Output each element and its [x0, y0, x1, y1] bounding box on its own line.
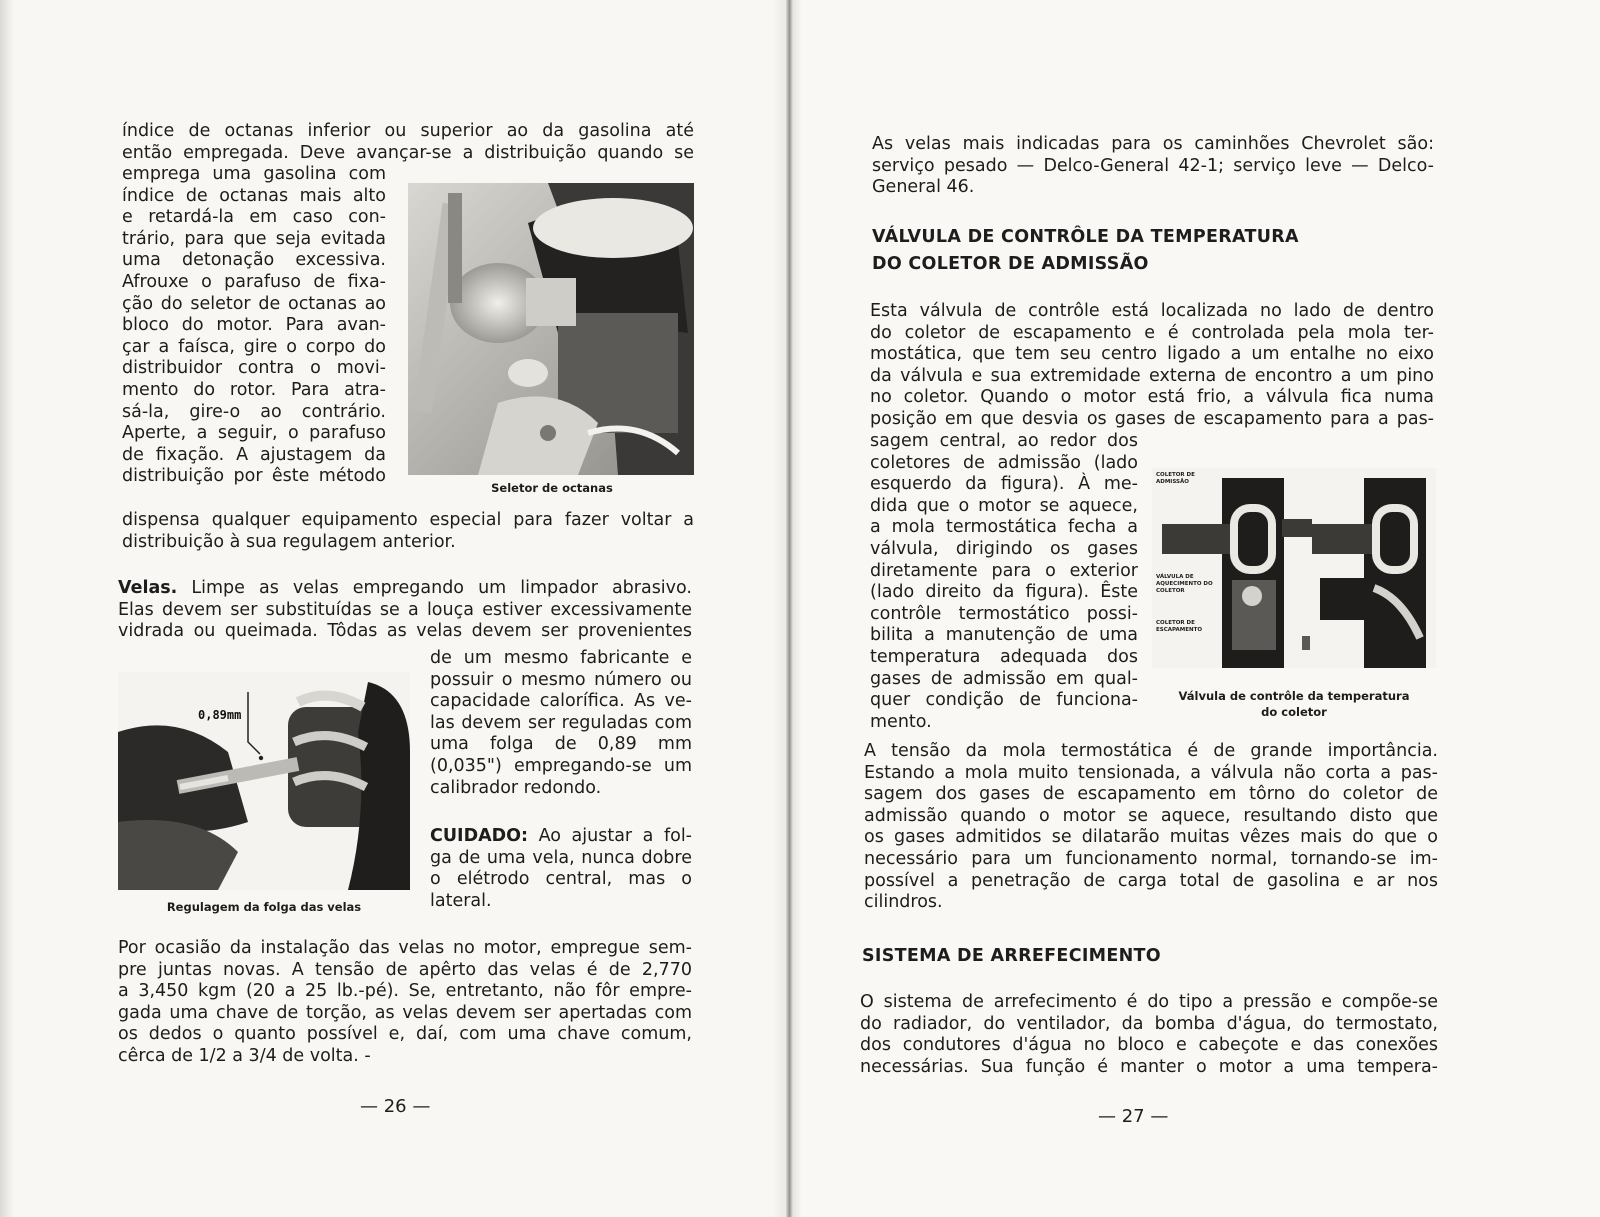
spring-tension-paragraph: [864, 741, 1438, 914]
valve-paragraph-top: [870, 301, 1434, 431]
text-line: ção do seletor de octanas ao: [122, 293, 386, 314]
text-line: sagem dos gases de escapamento em tôrno do coletor de: [864, 784, 1438, 805]
text-line: cêrca de 1/2 a 3/4 de volta. -: [118, 1045, 371, 1066]
intake-manifold-label: COLETOR DE ADMISSÃO: [1156, 472, 1195, 485]
text-line: mento.: [870, 711, 932, 732]
text-line: distribuição à sua regulagem anterior.: [122, 531, 456, 552]
text-line: pre juntas novas. A tensão de apêrto das velas é de 2,770: [118, 959, 692, 980]
text-line: ga de uma vela, nunca dobre: [430, 847, 692, 868]
octane-selector-photo: [408, 183, 694, 475]
text-line: Estando a mola muito tensionada, a válvula não corta a pas-: [864, 762, 1438, 783]
caution-title: CUIDADO:: [430, 826, 529, 846]
text-line: necessário para um funcionamento normal, tornando-se im-: [864, 848, 1438, 869]
text-line: o elétrodo central, mas o: [430, 869, 692, 890]
text-line: serviço pesado — Delco-General 42-1; serviço leve — Delco-: [872, 155, 1434, 176]
text-line: dida que o motor se aquece,: [870, 495, 1138, 516]
text-line: Elas devem ser substituídas se a louça estiver excessivamente: [118, 599, 692, 620]
text-line: possível a penetração de carga total de gasolina e ar nos: [864, 870, 1438, 891]
text-line: General 46.: [872, 177, 975, 198]
page-number-left: — 26 —: [360, 1096, 431, 1117]
valve-paragraph-column: [870, 431, 1138, 733]
text-line: válvula, dirigindo os gases: [870, 538, 1138, 559]
heading-line: VÁLVULA DE CONTRÔLE DA TEMPERATURA: [872, 227, 1299, 247]
text-line: gada uma chave de torção, as velas devem ser apertadas com: [118, 1002, 692, 1023]
text-line: possuir o mesmo número ou: [430, 669, 692, 690]
octane-paragraph-bottom: [122, 510, 694, 553]
octane-selector-caption: Seletor de octanas: [491, 481, 613, 495]
text-line: As velas mais indicadas para os caminhões Chevrolet são:: [872, 134, 1434, 154]
text-line: coletores de admissão (lado: [870, 452, 1138, 473]
text-line: de um mesmo fabricante e: [430, 648, 692, 668]
text-line: Limpe as velas empregando um limpador abrasivo.: [177, 578, 692, 598]
text-line: mostática, que tem seu centro ligado a um entalhe no eixo: [870, 344, 1434, 365]
heat-valve-label: VÁLVULA DE AQUECIMENTO DO COLETOR: [1156, 574, 1213, 594]
text-line: cilindros.: [864, 892, 943, 913]
spark-plugs-paragraph: [118, 578, 692, 643]
octane-paragraph-column: [122, 164, 386, 488]
text-line: las devem ser reguladas com: [430, 712, 692, 733]
text-line: calibrador redondo.: [430, 777, 602, 798]
text-line: diretamente para o exterior: [870, 560, 1138, 581]
text-line: uma folga de 0,89 mm: [430, 734, 692, 755]
text-line: Esta válvula de contrôle está localizada no lado de dentro: [870, 301, 1434, 321]
text-line: quer condição de funciona-: [870, 690, 1138, 711]
caption-line: do coletor: [1261, 705, 1327, 719]
octane-paragraph-top: [122, 121, 694, 164]
text-line: distribuidor contra o movi-: [122, 358, 386, 379]
text-line: uma detonação excessiva.: [122, 250, 386, 271]
valve-section-heading: [872, 224, 1299, 278]
left-page: [0, 0, 790, 1217]
text-line: temperatura adequada dos: [870, 646, 1138, 667]
text-line: mento do rotor. Para atra-: [122, 379, 386, 400]
spark-plugs-title: Velas.: [118, 578, 178, 598]
book-gutter: [772, 0, 802, 1217]
text-line: vidrada ou queimada. Tôdas as velas devem ser provenientes: [118, 621, 692, 642]
text-line: índice de octanas inferior ou superior ao da gasolina até: [122, 121, 694, 141]
text-line: posição em que desvia os gases de escapamento para a pas-: [870, 408, 1434, 429]
text-line: sagem central, ao redor dos: [870, 431, 1138, 451]
text-line: bloco do motor. Para avan-: [122, 315, 386, 336]
text-line: (0,035") empregando-se um: [430, 755, 692, 776]
manifold-valve-figure: [1152, 468, 1436, 668]
text-line: esquerdo da figura). À me-: [870, 474, 1138, 495]
text-line: do radiador, do ventilador, da bomba d'água, do termostato,: [860, 1013, 1438, 1034]
cooling-paragraph: [860, 992, 1438, 1078]
text-line: admissão quando o motor se aquece, resultando disto que: [864, 805, 1438, 826]
text-line: (lado direito da figura). Êste: [870, 582, 1138, 603]
text-line: sá-la, gire-o ao contrário.: [122, 401, 386, 422]
text-line: gases de admissão em qual-: [870, 668, 1138, 689]
recommended-plugs-paragraph: [872, 134, 1434, 199]
text-line: da válvula e sua extremidade externa de encontro a um pino: [870, 365, 1434, 386]
text-line: necessárias. Sua função é manter o motor a uma tempera-: [860, 1056, 1438, 1077]
spark-plug-gap-photo: [118, 672, 410, 890]
text-line: capacidade calorífica. As ve-: [430, 691, 692, 712]
text-line: dos condutores d'água no bloco e cabeçote e das conexões: [860, 1035, 1438, 1056]
spark-plugs-column: [430, 648, 692, 799]
text-line: A tensão da mola termostática é de grande importância.: [864, 741, 1438, 761]
text-line: O sistema de arrefecimento é do tipo a pressão e compõe-se: [860, 992, 1438, 1012]
text-line: índice de octanas mais alto: [122, 185, 386, 206]
text-line: os gases admitidos se dilatarão muitas vêzes mais do que o: [864, 827, 1438, 848]
installation-paragraph: [118, 938, 692, 1068]
text-line: os dedos o quanto possível e, daí, com uma chave comum,: [118, 1024, 692, 1045]
text-line: Aperte, a seguir, o parafuso: [122, 423, 386, 444]
page-number-right: — 27 —: [1098, 1106, 1169, 1127]
text-line: bilita a manutenção de uma: [870, 625, 1138, 646]
text-line: lateral.: [430, 890, 492, 911]
text-line: emprega uma gasolina com: [122, 164, 386, 184]
cooling-section-heading: SISTEMA DE ARREFECIMENTO: [862, 946, 1161, 966]
caution-paragraph: [430, 826, 692, 912]
text-line: trário, para que seja evitada: [122, 228, 386, 249]
page-edge-shadow: [0, 0, 14, 1217]
text-line: no coletor. Quando o motor está frio, a válvula fica numa: [870, 387, 1434, 408]
text-line: então empregada. Deve avançar-se a distribuição quando se: [122, 142, 694, 163]
text-line: e retardá-la em caso con-: [122, 207, 386, 228]
text-line: a 3,450 kgm (20 a 25 lb.-pé). Se, entretanto, não fôr empre-: [118, 981, 692, 1002]
text-line: do coletor de escapamento e é controlada pela mola ter-: [870, 322, 1434, 343]
text-line: çar a faísca, gire o corpo do: [122, 336, 386, 357]
spark-plug-gap-caption: Regulagem da folga das velas: [166, 900, 362, 914]
right-page: [790, 0, 1600, 1217]
exhaust-manifold-label: COLETOR DE ESCAPAMENTO: [1156, 620, 1203, 633]
caption-line: Válvula de contrôle da temperatura: [1178, 689, 1410, 703]
text-line: de fixação. A ajustagem da: [122, 444, 386, 465]
text-line: a mola termostática fecha a: [870, 517, 1138, 538]
text-line: Afrouxe o parafuso de fixa-: [122, 271, 386, 292]
text-line: contrôle termostático possi-: [870, 603, 1138, 624]
text-line: Por ocasião da instalação das velas no motor, empregue sem-: [118, 938, 692, 958]
gap-measurement-label: 0,89mm: [198, 708, 242, 722]
text-line: distribuição por êste método: [122, 466, 386, 487]
heading-line: DO COLETOR DE ADMISSÃO: [872, 254, 1149, 274]
manifold-valve-caption: [1146, 688, 1442, 720]
text-line: Ao ajustar a fol-: [528, 826, 692, 846]
text-line: dispensa qualquer equipamento especial para fazer voltar a: [122, 510, 694, 530]
